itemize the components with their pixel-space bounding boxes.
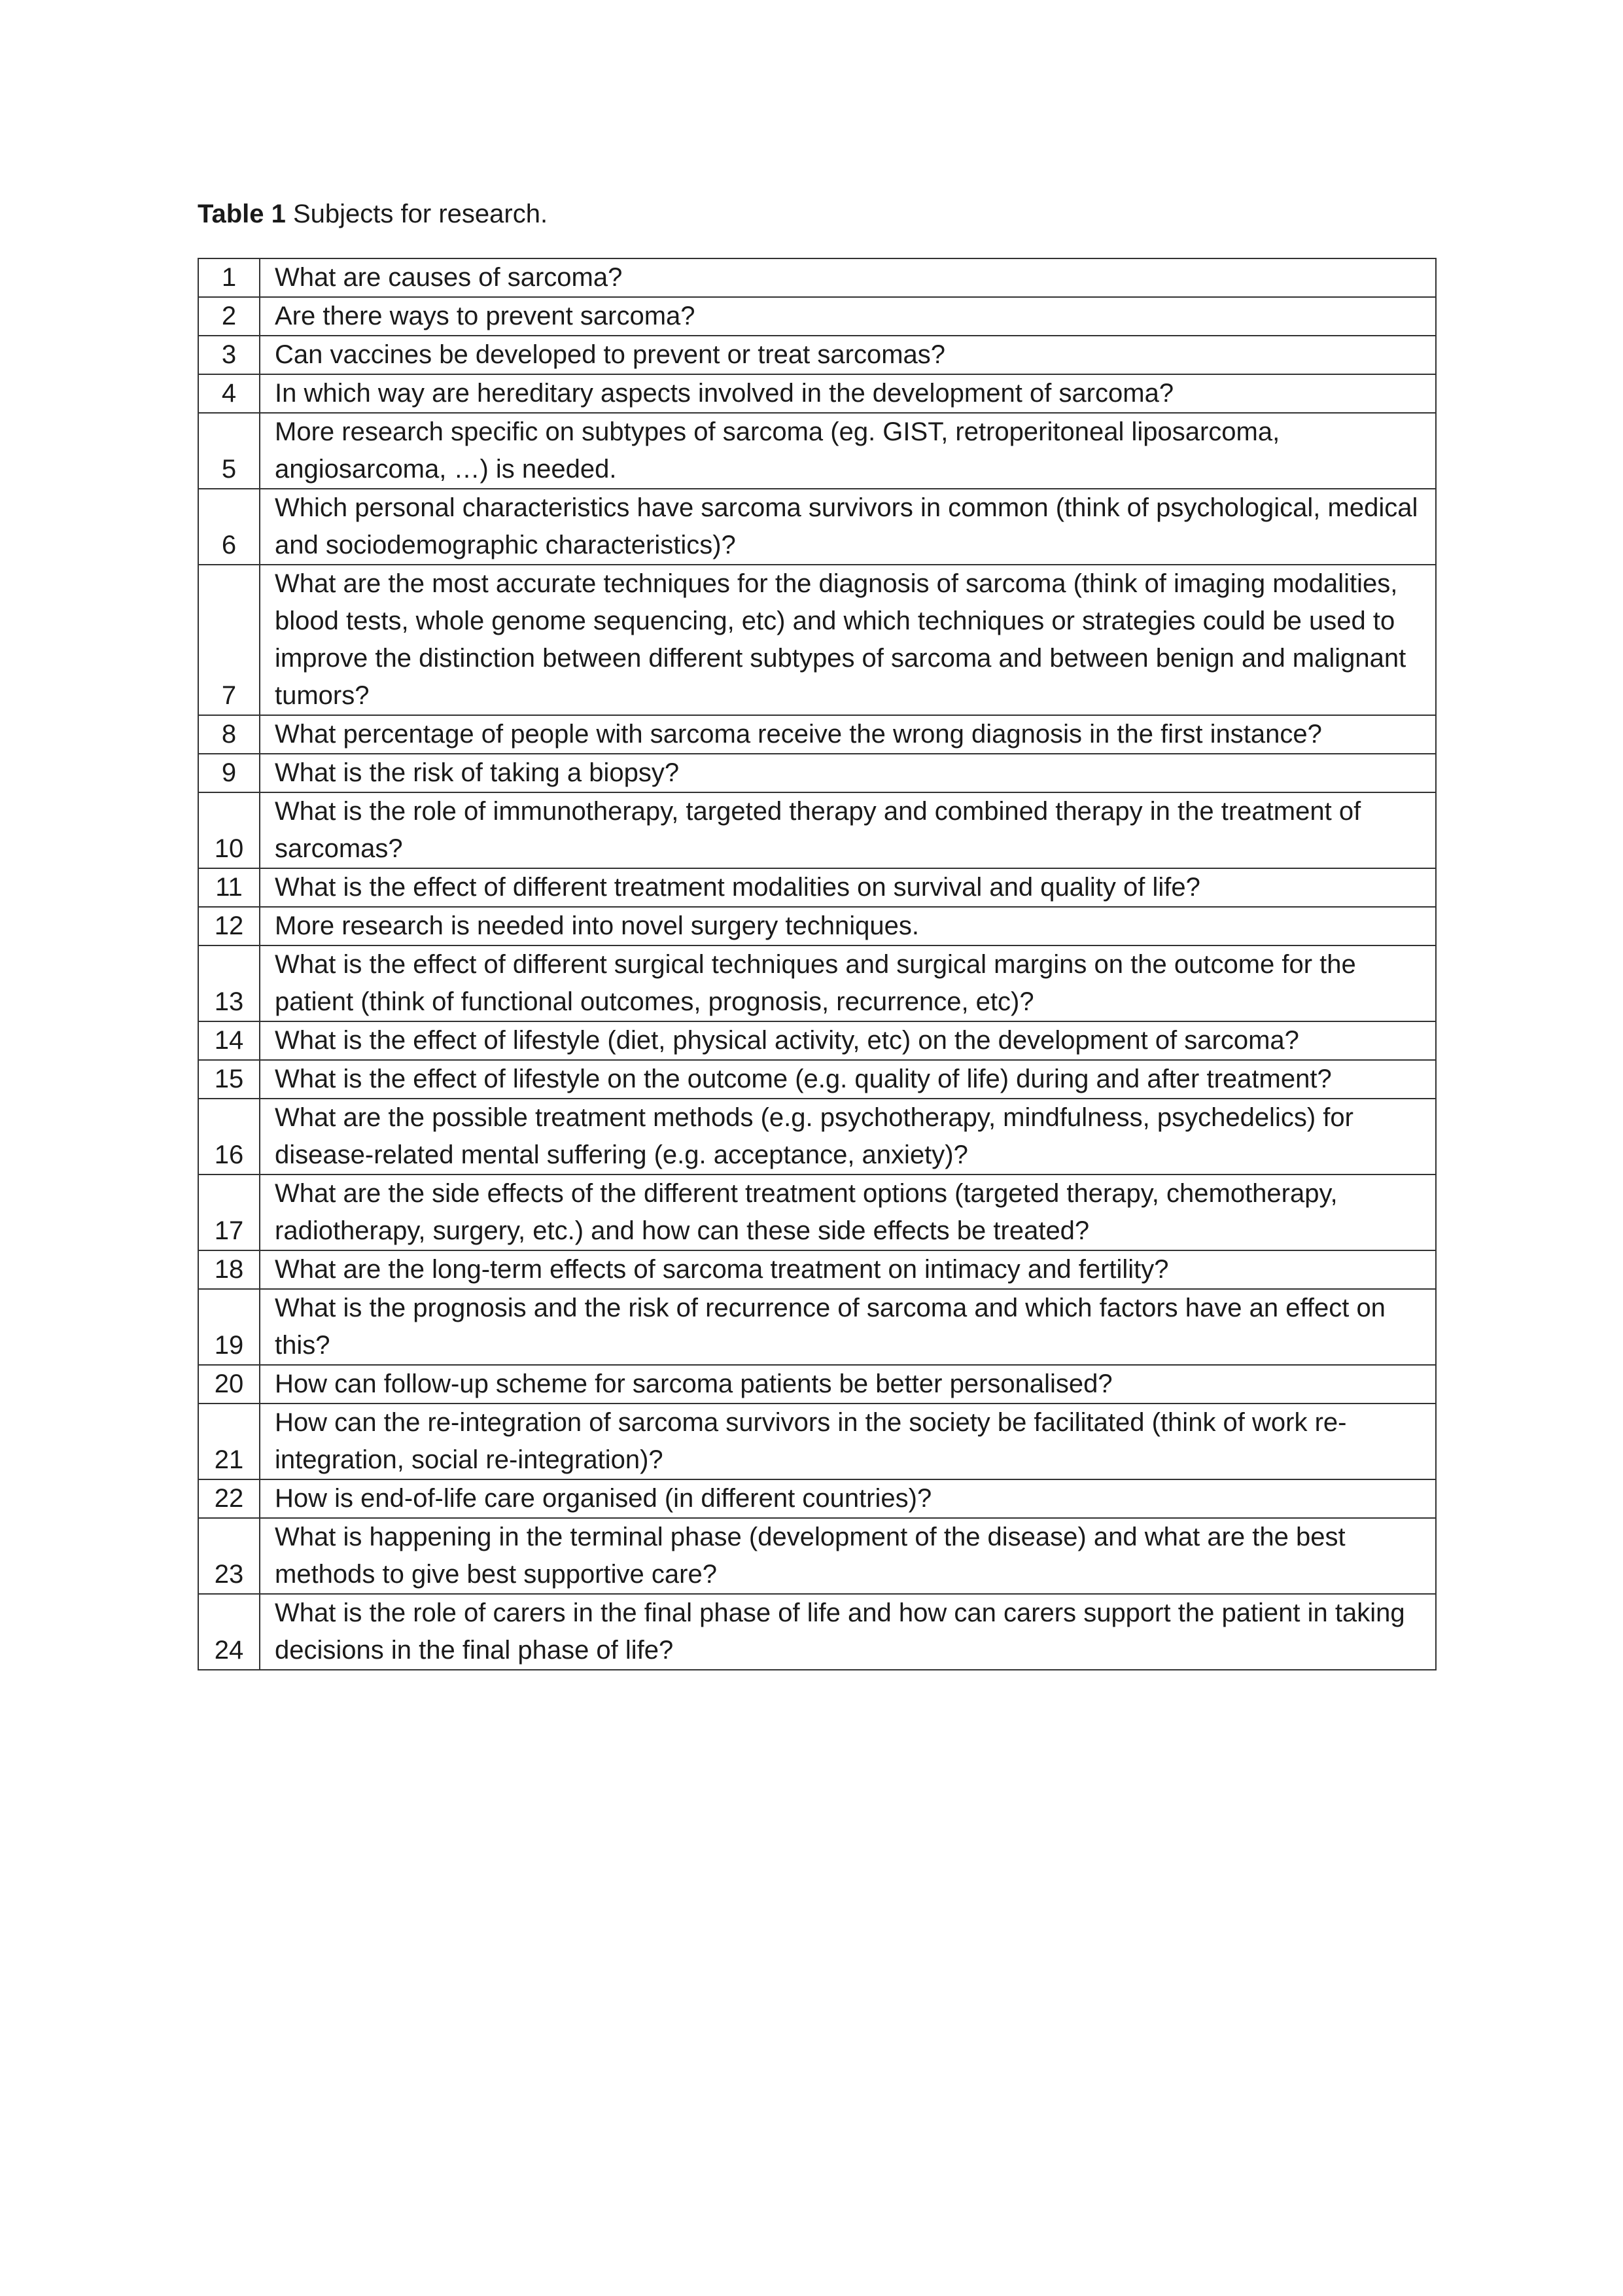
row-number: 11: [198, 868, 260, 907]
research-question: Can vaccines be developed to prevent or treat sarcomas?: [260, 336, 1436, 374]
table-caption-label: Table 1: [198, 200, 286, 228]
research-question: What are the long-term effects of sarcoma treatment on intimacy and fertility?: [260, 1250, 1436, 1289]
table-row: [198, 1404, 1436, 1479]
row-number: 15: [198, 1060, 260, 1099]
row-number: 12: [198, 907, 260, 945]
research-question: What percentage of people with sarcoma receive the wrong diagnosis in the first instance?: [260, 715, 1436, 754]
table-row: [198, 1021, 1436, 1060]
research-question: How is end-of-life care organised (in different countries)?: [260, 1479, 1436, 1518]
table-row: [198, 489, 1436, 565]
research-question: What is the effect of different surgical techniques and surgical margins on the outcome for the patient (think of functional outcomes, prognosis, recurrence, etc)?: [260, 945, 1436, 1021]
table-row: [198, 258, 1436, 297]
row-number: 2: [198, 297, 260, 336]
table-row: [198, 1518, 1436, 1594]
table-caption: [198, 198, 548, 230]
row-number: 10: [198, 792, 260, 868]
research-question: How can the re-integration of sarcoma survivors in the society be facilitated (think of work re-integration, social re-integration)?: [260, 1404, 1436, 1479]
research-question: What is the effect of lifestyle on the outcome (e.g. quality of life) during and after treatment?: [260, 1060, 1436, 1099]
table-row: [198, 1250, 1436, 1289]
research-question: What are the most accurate techniques for the diagnosis of sarcoma (think of imaging modalities, blood tests, whole genome sequencing, etc) and which techniques or strategies could be used to improve the distinction between different subtypes of sarcoma and between benign and malignant tumors?: [260, 565, 1436, 715]
table-row: [198, 945, 1436, 1021]
research-question: What is happening in the terminal phase (development of the disease) and what are the best methods to give best supportive care?: [260, 1518, 1436, 1594]
research-question: More research specific on subtypes of sarcoma (eg. GIST, retroperitoneal liposarcoma, angiosarcoma, …) is needed.: [260, 413, 1436, 489]
table-row: [198, 907, 1436, 945]
table-row: [198, 565, 1436, 715]
row-number: 22: [198, 1479, 260, 1518]
row-number: 3: [198, 336, 260, 374]
research-question: What is the role of immunotherapy, targeted therapy and combined therapy in the treatment of sarcomas?: [260, 792, 1436, 868]
row-number: 13: [198, 945, 260, 1021]
table-row: [198, 374, 1436, 413]
table-caption-text: Subjects for research.: [285, 200, 548, 228]
row-number: 16: [198, 1099, 260, 1174]
row-number: 1: [198, 258, 260, 297]
table-row: [198, 1365, 1436, 1404]
table-body: [198, 258, 1436, 1670]
table-row: [198, 792, 1436, 868]
table-row: [198, 1289, 1436, 1365]
table-row: [198, 336, 1436, 374]
row-number: 20: [198, 1365, 260, 1404]
research-subjects-table: [198, 258, 1437, 1670]
research-question: What is the risk of taking a biopsy?: [260, 754, 1436, 792]
research-question: What are causes of sarcoma?: [260, 258, 1436, 297]
row-number: 4: [198, 374, 260, 413]
table-row: [198, 1479, 1436, 1518]
row-number: 5: [198, 413, 260, 489]
research-question: What is the role of carers in the final phase of life and how can carers support the patient in taking decisions in the final phase of life?: [260, 1594, 1436, 1670]
table-row: [198, 1060, 1436, 1099]
row-number: 23: [198, 1518, 260, 1594]
research-question: How can follow-up scheme for sarcoma patients be better personalised?: [260, 1365, 1436, 1404]
row-number: 14: [198, 1021, 260, 1060]
row-number: 17: [198, 1174, 260, 1250]
row-number: 24: [198, 1594, 260, 1670]
row-number: 6: [198, 489, 260, 565]
research-question: Which personal characteristics have sarcoma survivors in common (think of psychological, medical and sociodemographic characteristics)?: [260, 489, 1436, 565]
research-question: What are the possible treatment methods (e.g. psychotherapy, mindfulness, psychedelics) for disease-related mental suffering (e.g. acceptance, anxiety)?: [260, 1099, 1436, 1174]
research-question: What are the side effects of the different treatment options (targeted therapy, chemotherapy, radiotherapy, surgery, etc.) and how can these side effects be treated?: [260, 1174, 1436, 1250]
research-question: More research is needed into novel surgery techniques.: [260, 907, 1436, 945]
row-number: 9: [198, 754, 260, 792]
row-number: 21: [198, 1404, 260, 1479]
table-row: [198, 413, 1436, 489]
research-question: What is the prognosis and the risk of recurrence of sarcoma and which factors have an effect on this?: [260, 1289, 1436, 1365]
table-row: [198, 1594, 1436, 1670]
row-number: 19: [198, 1289, 260, 1365]
table-row: [198, 297, 1436, 336]
table-row: [198, 754, 1436, 792]
table-row: [198, 1099, 1436, 1174]
research-question: What is the effect of lifestyle (diet, physical activity, etc) on the development of sarcoma?: [260, 1021, 1436, 1060]
research-question: In which way are hereditary aspects involved in the development of sarcoma?: [260, 374, 1436, 413]
row-number: 18: [198, 1250, 260, 1289]
research-question: Are there ways to prevent sarcoma?: [260, 297, 1436, 336]
table-row: [198, 1174, 1436, 1250]
table-row: [198, 715, 1436, 754]
research-question: What is the effect of different treatment modalities on survival and quality of life?: [260, 868, 1436, 907]
table-row: [198, 868, 1436, 907]
row-number: 7: [198, 565, 260, 715]
row-number: 8: [198, 715, 260, 754]
